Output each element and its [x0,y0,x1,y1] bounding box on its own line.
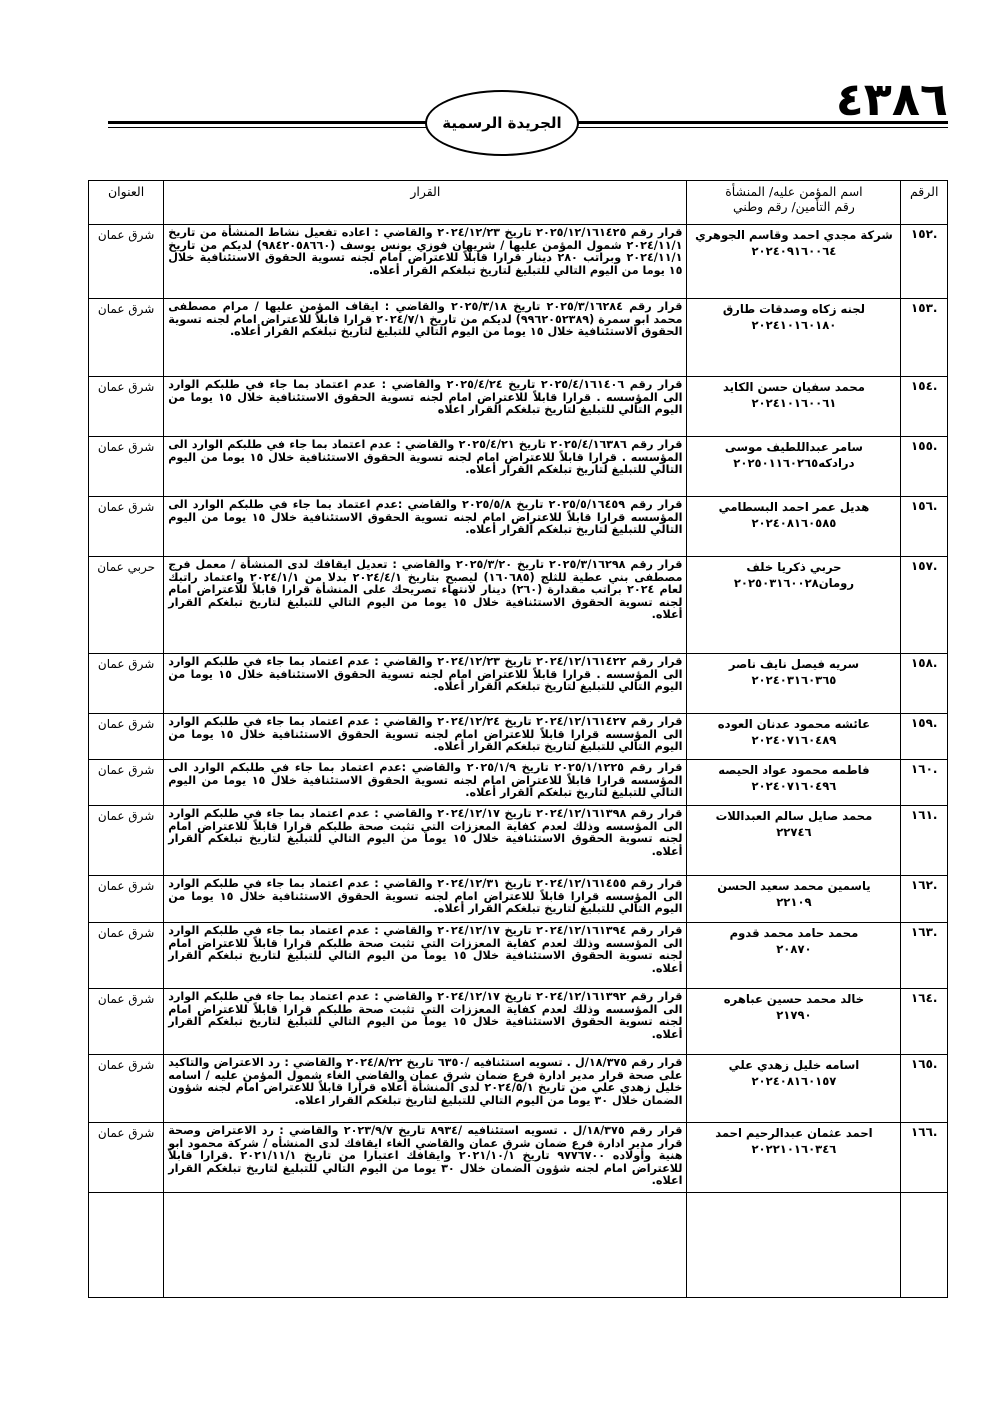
row-name-text: فاطمه محمود عواد الحيصه [718,763,870,777]
header-name-sub: رقم التأمين/ رقم وطني [733,199,855,214]
row-name [687,497,901,557]
table-body [89,225,948,1298]
row-number: .١٦٠ [901,760,948,806]
row-decision: قرار رقم ٢٠٢٤/١٢/١٦١٤٢٢ تاريخ ٢٠٢٤/١٢/٢٣ والقاضي : عدم اعتماد بما جاء في طلبكم الوارد الى المؤسسه . قرارا قابلاً للاعتراض امام لجنه تسوية الحقوق الاستئنافية خلال ١٥ يوما من اليوم التالي للتبليغ لتاريخ تبلغكم القرار أعلاه. [164,654,687,714]
row-number: .١٦١ [901,806,948,876]
row-decision: قرار رقم ٢٠٢٥/١/١٢٢٥ تاريخ ٢٠٢٥/١/٩ والقاضي :عدم اعتماد بما جاء في طلبكم الوارد الى المؤسسه قرارا قابلاً للاعتراض امام لجنه تسوية الحقوق الاستئنافية خلال ١٥ يوما من اليوم التالي للتبليغ لتاريخ تبلغكم القرار أعلاه. [164,760,687,806]
table-row [89,1123,948,1193]
header-number: الرقم [901,181,948,225]
row-number: .١٥٩ [901,714,948,760]
row-insurance-number: درادكه٢٠٢٥٠١١٦٠٢٦٥ [733,456,855,470]
row-decision: قرار رقم ٢٠٢٥/٤/١٦١٤٠٦ تاريخ ٢٠٢٥/٤/٢٤ والقاضي : عدم اعتماد بما جاء في طلبكم الوارد الى المؤسسه . قرارا قابلاً للاعتراض امام لجنه تسوية الحقوق الاستئنافية خلال ١٥ يوما من اليوم التالي للتبليغ لتاريخ تبلغكم القرار اعلاه [164,377,687,437]
empty-row [89,1193,948,1298]
row-insurance-number: ٢٠٢٤٠٧١٦٠٤٩٦ [751,779,837,793]
header-name-main: اسم المؤمن عليه/ المنشأة [725,184,863,199]
row-name-text: عائشه محمود عدنان العوده [717,717,871,731]
row-number: .١٥٥ [901,437,948,497]
row-name-text: حربي ذكريا خلف [746,560,842,574]
empty-cell [687,1193,901,1298]
row-insurance-number: ٢١٧٩٠ [776,1008,812,1022]
table-row [89,1055,948,1123]
row-insurance-number: ٢٢١٠٩ [776,895,812,909]
row-address: شرق عمان [89,876,164,923]
row-decision: قرار رقم ٢٠٢٤/١٢/١٦١٣٩٢ تاريخ ٢٠٢٤/١٢/١٧ والقاضي : عدم اعتماد بما جاء في طلبكم الوارد الى المؤسسه وذلك لعدم كفاية المعززات التي تثبت صحة طلبكم قرارا قابلاً للاعتراض امام لجنه تسوية الحقوق الاستئنافية خلال ١٥ يوما من اليوم التالي للتبليغ لتاريخ تبلغكم القرار أعلاه. [164,989,687,1055]
row-insurance-number: ٢٠٢٤١٠١٦٠٠٦١ [751,396,837,410]
row-decision: قرار رقم ٢٠٢٤/١٢/١٦١٣٩٤ تاريخ ٢٠٢٤/١٢/١٧ والقاضي : عدم اعتماد بما جاء في طلبكم الوارد الى المؤسسه وذلك لعدم كفاية المعززات التي تثبت صحة طلبكم قرارا قابلاً للاعتراض امام لجنه تسوية الحقوق الاستئنافية خلال ١٥ يوما من اليوم التالي للتبليغ لتاريخ تبلغكم القرار أعلاه. [164,923,687,989]
row-name-text: محمد حامد محمد قدوم [729,926,859,940]
row-address: شرق عمان [89,654,164,714]
row-decision: قرار رقم ٢٠٢٥/٤/١٦٣٨٦ تاريخ ٢٠٢٥/٤/٢١ والقاضي : عدم اعتماد بما جاء في طلبكم الوارد الى المؤسسه . قرارا قابلاً للاعتراض امام لجنه تسوية الحقوق الاستئنافية خلال ١٥ يوما من اليوم التالي للتبليغ لتاريخ تبلغكم القرار أعلاه. [164,437,687,497]
row-decision: قرار رقم ٢٠٢٤/١٢/١٦١٣٩٨ تاريخ ٢٠٢٤/١٢/١٧ والقاضي : عدم اعتماد بما جاء في طلبكم الوارد الى المؤسسه وذلك لعدم كفاية المعززات التي تثبت صحة طلبكم قرارا قابلاً للاعتراض امام لجنه تسوية الحقوق الاستئنافية خلال ١٥ يوما من اليوم التالي للتبليغ لتاريخ تبلغكم القرار أعلاه. [164,806,687,876]
row-address: شرق عمان [89,299,164,377]
table-row [89,437,948,497]
table-row [89,923,948,989]
row-insurance-number: ٢٠٨٧٠ [776,942,812,956]
table-row [89,377,948,437]
row-number: .١٦٦ [901,1123,948,1193]
table-row [89,497,948,557]
table-row [89,714,948,760]
row-name-text: هديل عمر احمد البسطامي [718,500,870,514]
table-row [89,299,948,377]
row-number: .١٥٦ [901,497,948,557]
row-name-text: اسامه خليل زهدي علي [728,1058,860,1072]
row-insurance-number: ٢٢٧٤٦ [776,825,812,839]
row-insurance-number: ٢٠٢٤٠٩١٦٠٠٦٤ [751,244,837,258]
row-name [687,377,901,437]
row-name [687,1123,901,1193]
header-name [687,181,901,225]
row-number: .١٥٣ [901,299,948,377]
row-name [687,225,901,299]
row-decision: قرار رقم ٢٠٢٤/١٢/١٦١٤٥٥ تاريخ ٢٠٢٤/١٢/٣١ والقاضي : عدم اعتماد بما جاء في طلبكم الوارد الى المؤسسه قرارا قابلاً للاعتراض امام لجنه تسوية الحقوق الاستئنافية خلال ١٥ يوما من اليوم التالي للتبليغ لتاريخ تبلغكم القرار أعلاه. [164,876,687,923]
row-address: حربي عمان [89,557,164,654]
row-decision: قرار رقم ١٨/٣٧٥/ل . تسويه استئنافيه /٦٣٥٠ تاريخ ٢٠٢٤/٨/٢٢ والقاضي : رد الاعتراض والتاكيد على صحة قرار مدير ادارة فرع ضمان شرق عمان والقاضي الغاء شمول المؤمن عليه / اسامه خليل زهدي علي من تاريخ ٢٠٢٤/٥/١ لدى المنشأة أعلاه قرارا قابلاً للاعتراض امام لجنه شؤون الضمان خلال ٣٠ يوما من اليوم التالي للتبليغ لتاريخ تبلغكم القرار اعلاه. [164,1055,687,1123]
row-name [687,760,901,806]
row-decision: قرار رقم ٢٠٢٥/٣/١٦٢٩٨ تاريخ ٢٠٢٥/٣/٢٠ والقاضي : تعديل ايقافك لدى المنشأة / معمل فرج مصطفى بني عطية للثلج (١٦٠٦٨٥) ليصبح بتاريخ ٢٠٢٤/٤/١ بدلا من ٢٠٢٤/١/١ واعتماد راتبك لعام ٢٠٢٤ براتب مقدارة (٢٦٠) دينار لانتهاء تصريحك على المنشأة قرارا قابلاً للاعتراض امام لجنه تسوية الحقوق الاستئنافية خلال ١٥ يوما من اليوم التالي للتبليغ لتاريخ تبلغكم القرار أعلاه. [164,557,687,654]
row-decision: قرار رقم ٢٠٢٥/٣/١٦٢٨٤ تاريخ ٢٠٢٥/٣/١٨ والقاضي : ايقاف المؤمن عليها / مرام مصطفى محمد ابو سمرة (٩٩٦٢٠٥٢٣٨٩) لديكم من تاريخ ٢٠٢٤/٧/١ قرارا قابلاً للاعتراض امام لجنه تسوية الحقوق الاستئنافية خلال ١٥ يوما من اليوم التالي للتبليغ لتاريخ تبلغكم القرار أعلاه. [164,299,687,377]
row-name [687,989,901,1055]
row-insurance-number: ٢٠٢٤٠٧١٦٠٤٨٩ [751,733,837,747]
row-number: .١٥٢ [901,225,948,299]
row-name-text: خالد محمد حسين عباهره [723,992,865,1006]
row-name [687,714,901,760]
row-name-text: ياسمين محمد سعيد الحسن [717,879,871,893]
row-name [687,1055,901,1123]
row-name [687,437,901,497]
row-number: .١٦٥ [901,1055,948,1123]
row-insurance-number: رومان٢٠٢٥٠٣١٦٠٠٢٨ [733,576,855,590]
row-address: شرق عمان [89,1055,164,1123]
row-name [687,557,901,654]
row-name [687,876,901,923]
row-insurance-number: ٢٠٢٤٠٨١٦٠١٥٧ [751,1074,837,1088]
row-address: شرق عمان [89,989,164,1055]
row-address: شرق عمان [89,497,164,557]
row-decision: قرار رقم ٢٠٢٤/١٢/١٦١٤٢٧ تاريخ ٢٠٢٤/١٢/٢٤ والقاضي : عدم اعتماد بما جاء في طلبكم الوارد الى المؤسسه قرارا قابلاً للاعتراض امام لجنه تسوية الحقوق الاستئنافية خلال ١٥ يوما من اليوم التالي للتبليغ لتاريخ تبلغكم القرار أعلاه. [164,714,687,760]
table-row [89,989,948,1055]
table-row [89,654,948,714]
row-address: شرق عمان [89,225,164,299]
row-name-text: محمد سفيان حسن الكايد [722,380,865,394]
row-name-text: محمد صايل سالم العبداللات [715,809,873,823]
row-name-text: سريه فيصل نايف ناصر [728,657,860,671]
row-name [687,299,901,377]
row-number: .١٦٢ [901,876,948,923]
header-address: العنوان [89,181,164,225]
row-number: .١٥٨ [901,654,948,714]
row-insurance-number: ٢٠٢٢١٠١٦٠٣٤٦ [751,1142,837,1156]
empty-cell [89,1193,164,1298]
row-name-text: شركة مجدي احمد وقاسم الجوهري [695,228,893,242]
row-insurance-number: ٢٠٢٤٠٨١٦٠٥٨٥ [751,516,837,530]
row-number: .١٥٧ [901,557,948,654]
row-name-text: لجنه زكاه وصدقات طارق [722,302,866,316]
row-number: .١٦٤ [901,989,948,1055]
row-address: شرق عمان [89,760,164,806]
row-address: شرق عمان [89,806,164,876]
row-number: .١٦٣ [901,923,948,989]
empty-cell [164,1193,687,1298]
row-insurance-number: ٢٠٢٤٠٣١٦٠٣٦٥ [751,673,837,687]
page-number: ٤٣٨٦ [835,72,948,126]
row-name-text: سامر عبداللطيف موسى [724,440,863,454]
empty-cell [901,1193,948,1298]
row-address: شرق عمان [89,1123,164,1193]
header-decision: القرار [164,181,687,225]
row-decision: قرار رقم ١٨/٣٧٥/ل . تسويه استئنافيه /٨٩٣٤ تاريخ ٢٠٢٣/٩/٧ والقاضي : رد الاعتراض وصحة قرار مدير ادارة فرع ضمان شرق عمان والقاضي الغاء ايقافك لدى المنشأه / شركة محمود ابو هنية وأولاده ٩٧٧٦٧٠٠ تاريخ ٢٠٢١/١٠/١ وايقافك اعتبارا من تاريخ ٢٠٢١/١١/١ .قرارا قابلاً للاعتراض امام لجنه شؤون الضمان خلال ٣٠ يوما من اليوم التالي للتبليغ لتاريخ تبلغكم القرار اعلاه. [164,1123,687,1193]
table-row [89,760,948,806]
row-name [687,923,901,989]
row-address: شرق عمان [89,714,164,760]
row-address: شرق عمان [89,377,164,437]
row-decision: قرار رقم ٢٠٢٥/١٢/١٦١٤٢٥ تاريخ ٢٠٢٤/١٢/٢٣ والقاضي : اعاده تفعيل نشاط المنشأة من تاريخ ٢٠٢٤/١١/١ شمول المؤمن عليها / شريهان فوزي يونس يوسف (٩٨٤٢٠٥٨٦٦٠) لديكم من تاريخ ٢٠٢٤/١١/١ وبراتب ٢٨٠ دينار قرارا قابلاً للاعتراض امام لجنه تسوية الحقوق الاستئنافية خلال ١٥ يوما من اليوم التالي للتبليغ لتاريخ تبلغكم القرار أعلاه. [164,225,687,299]
table-row [89,876,948,923]
row-name [687,806,901,876]
table-header-row [89,181,948,225]
notices-table [88,180,948,1298]
row-address: شرق عمان [89,437,164,497]
row-decision: قرار رقم ٢٠٢٥/٥/١٦٤٥٩ تاريخ ٢٠٢٥/٥/٨ والقاضي :عدم اعتماد بما جاء في طلبكم الوارد الى المؤسسه قرارا قابلاً للاعتراض امام لجنه تسوية الحقوق الاستئنافية خلال ١٥ يوما من اليوم التالي للتبليغ لتاريخ تبلغكم القرار أعلاه. [164,497,687,557]
table-row [89,806,948,876]
gazette-title: الجريدة الرسمية [425,90,579,156]
row-insurance-number: ٢٠٢٤١٠١٦٠١٨٠ [751,318,837,332]
table-row [89,225,948,299]
row-number: .١٥٤ [901,377,948,437]
row-name-text: احمد عثمان عبدالرحيم احمد [715,1126,873,1140]
row-address: شرق عمان [89,923,164,989]
row-name [687,654,901,714]
table-row [89,557,948,654]
